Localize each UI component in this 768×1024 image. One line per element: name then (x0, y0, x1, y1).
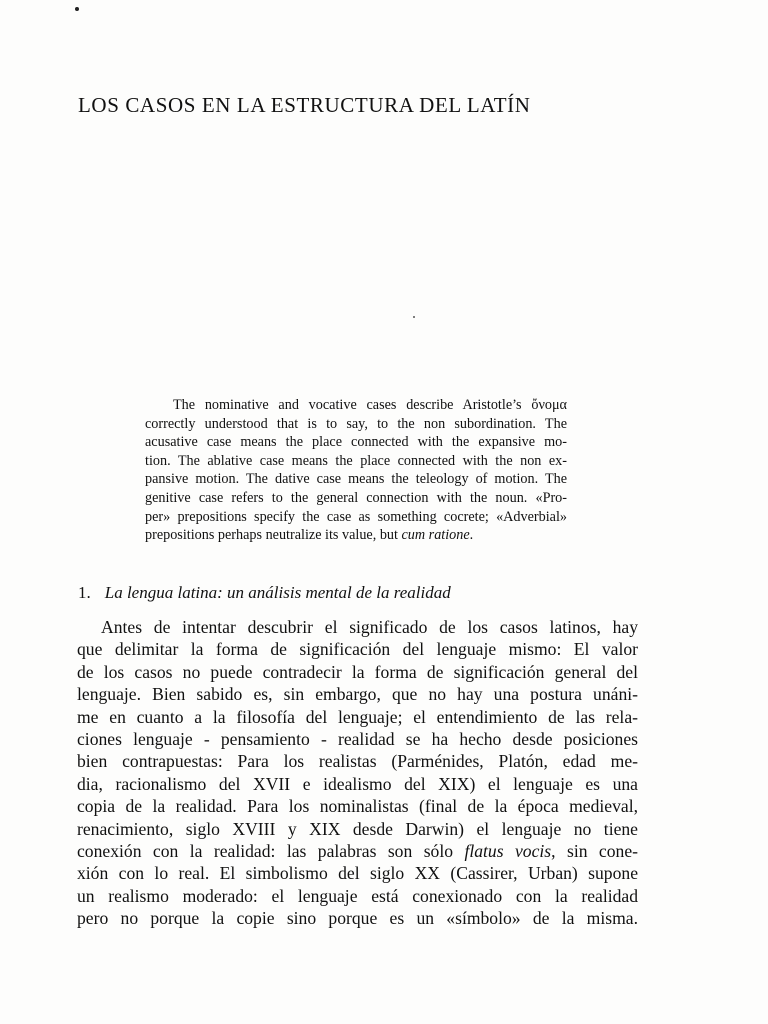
chapter-title: LOS CASOS EN LA ESTRUCTURA DEL LATÍN (78, 93, 531, 117)
body-line: xión con lo real. El simbolismo del siglo XX (Cassirer, Urban) supone (77, 863, 638, 884)
body-text: , sin cone- (551, 841, 639, 862)
abstract-line: The nominative and vocative cases describe Aristotle’s ὄνομα (173, 397, 567, 413)
scan-speck (413, 316, 415, 318)
abstract-text: . (469, 527, 474, 544)
abstract-italic-phrase: cum ratione (401, 527, 470, 544)
body-line: me en cuanto a la filosofía del lenguaje; el entendimiento de las rela- (77, 706, 638, 727)
abstract-text: prepositions perhaps neutralize its value, but (145, 527, 402, 544)
abstract-line (145, 526, 567, 545)
body-line: renacimiento, siglo XVIII y XIX desde Darwin) el lenguaje no tiene (77, 818, 638, 839)
body-italic-phrase: flatus vocis (464, 841, 552, 862)
body-line: que delimitar la forma de significación del lenguaje mismo: El valor (77, 639, 638, 660)
abstract-line: correctly understood that is to say, to the non subordination. The (145, 415, 567, 432)
body-line: copia de la realidad. Para los nominalistas (final de la época medieval, (77, 796, 638, 817)
section-number: 1. (78, 583, 91, 602)
body-line: lenguaje. Bien sabido es, sin embargo, que no hay una postura unáni- (77, 684, 638, 705)
section-title: La lengua latina: un análisis mental de la realidad (104, 583, 451, 602)
body-paragraph (77, 616, 638, 930)
body-line (77, 840, 638, 862)
abstract-line: genitive case refers to the general connection with the noun. «Pro- (145, 489, 567, 506)
body-line: bien contrapuestas: Para los realistas (Parménides, Platón, edad me- (77, 751, 638, 772)
body-text: conexión con la realidad: las palabras son sólo (77, 841, 465, 862)
abstract-line: tion. The ablative case means the place connected with the non ex- (145, 452, 567, 469)
body-line: dia, racionalismo del XVII e idealismo del XIX) el lenguaje es una (77, 773, 638, 794)
section-heading (78, 583, 451, 603)
body-line: de los casos no puede contradecir la forma de significación general del (77, 661, 638, 682)
abstract-line: pansive motion. The dative case means the teleology of motion. The (145, 471, 567, 488)
body-line: un realismo moderado: el lenguaje está conexionado con la realidad (77, 885, 638, 906)
abstract-line: acusative case means the place connected with the expansive mo- (145, 434, 567, 451)
body-line: ciones lenguaje - pensamiento - realidad se ha hecho desde posiciones (77, 729, 638, 750)
abstract-line: per» prepositions specify the case as something cocrete; «Adverbial» (145, 508, 567, 525)
abstract-block (145, 396, 567, 545)
body-line: pero no porque la copie sino porque es un «símbolo» de la misma. (77, 908, 638, 929)
scan-speck (75, 7, 79, 11)
body-line: Antes de intentar descubrir el significado de los casos latinos, hay (101, 617, 638, 637)
